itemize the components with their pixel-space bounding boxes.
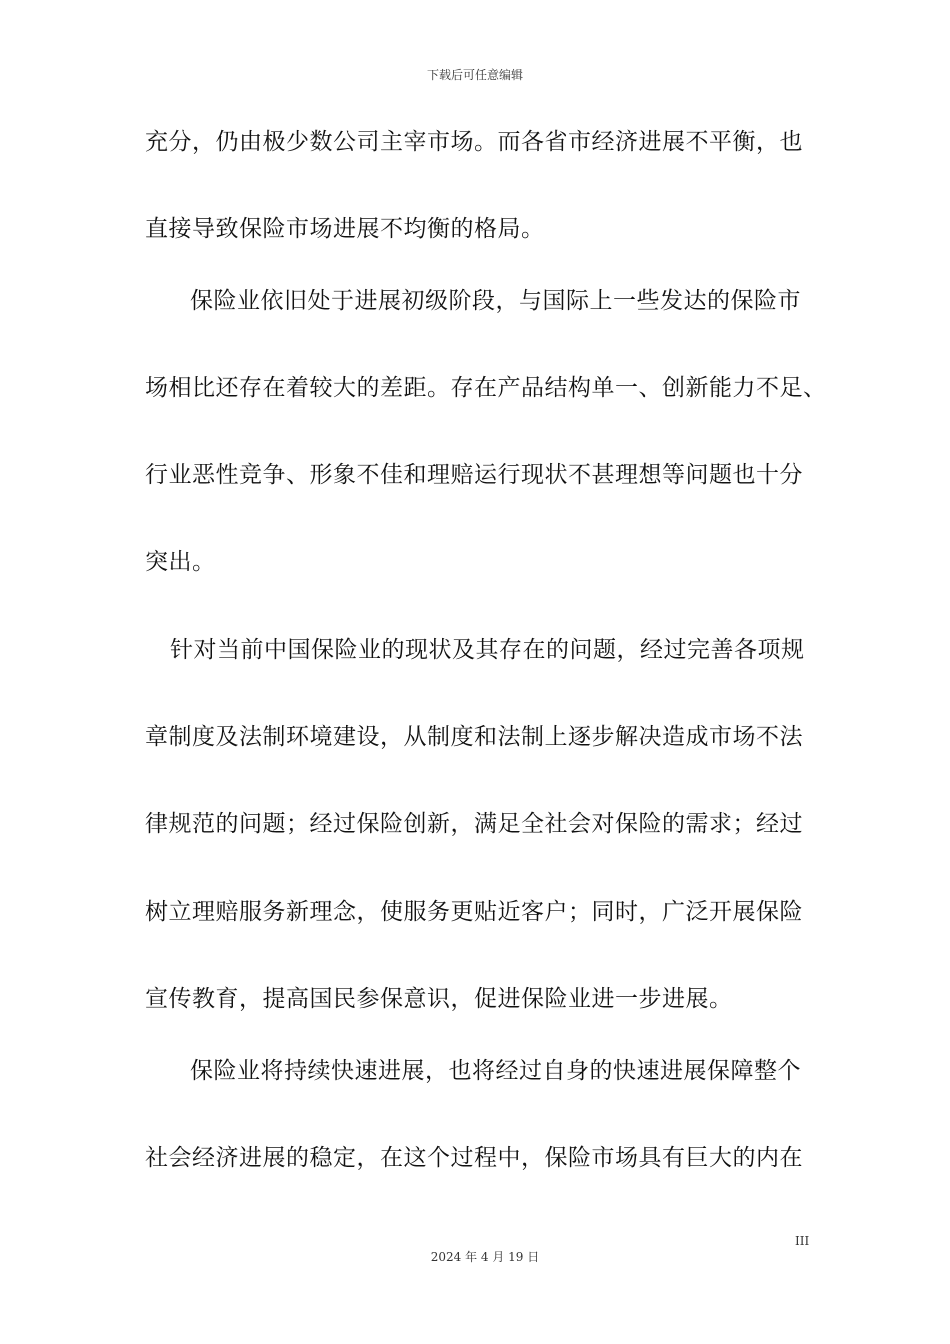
body-line: 行业恶性竞争、形象不佳和理赔运行现状不甚理想等问题也十分 [145,462,803,488]
body-line: 保险业将持续快速进展，也将经过自身的快速进展保障整个 [190,1058,801,1084]
body-line: 直接导致保险市场进展不均衡的格局。 [145,216,545,242]
body-line: 树立理赔服务新理念，使服务更贴近客户；同时，广泛开展保险 [145,899,803,925]
body-line: 律规范的问题；经过保险创新，满足全社会对保险的需求；经过 [145,811,803,837]
body-line: 充分，仍由极少数公司主宰市场。而各省市经济进展不平衡，也 [145,129,803,155]
body-line: 突出。 [145,549,216,575]
body-line: 章制度及法制环境建设，从制度和法制上逐步解决造成市场不法 [145,724,803,750]
body-line: 针对当前中国保险业的现状及其存在的问题，经过完善各项规 [170,637,805,663]
footer-date: 2024 年 4 月 19 日 [430,1250,540,1264]
body-line: 保险业依旧处于进展初级阶段，与国际上一些发达的保险市 [190,288,801,314]
body-line: 社会经济进展的稳定，在这个过程中，保险市场具有巨大的内在 [145,1145,803,1171]
page-header: 下载后可任意编辑 [426,68,523,82]
body-line: 场相比还存在着较大的差距。存在产品结构单一、创新能力不足、 [145,375,827,401]
page-number: III [795,1234,810,1248]
body-line: 宣传教育，提高国民参保意识，促进保险业进一步进展。 [145,986,733,1012]
